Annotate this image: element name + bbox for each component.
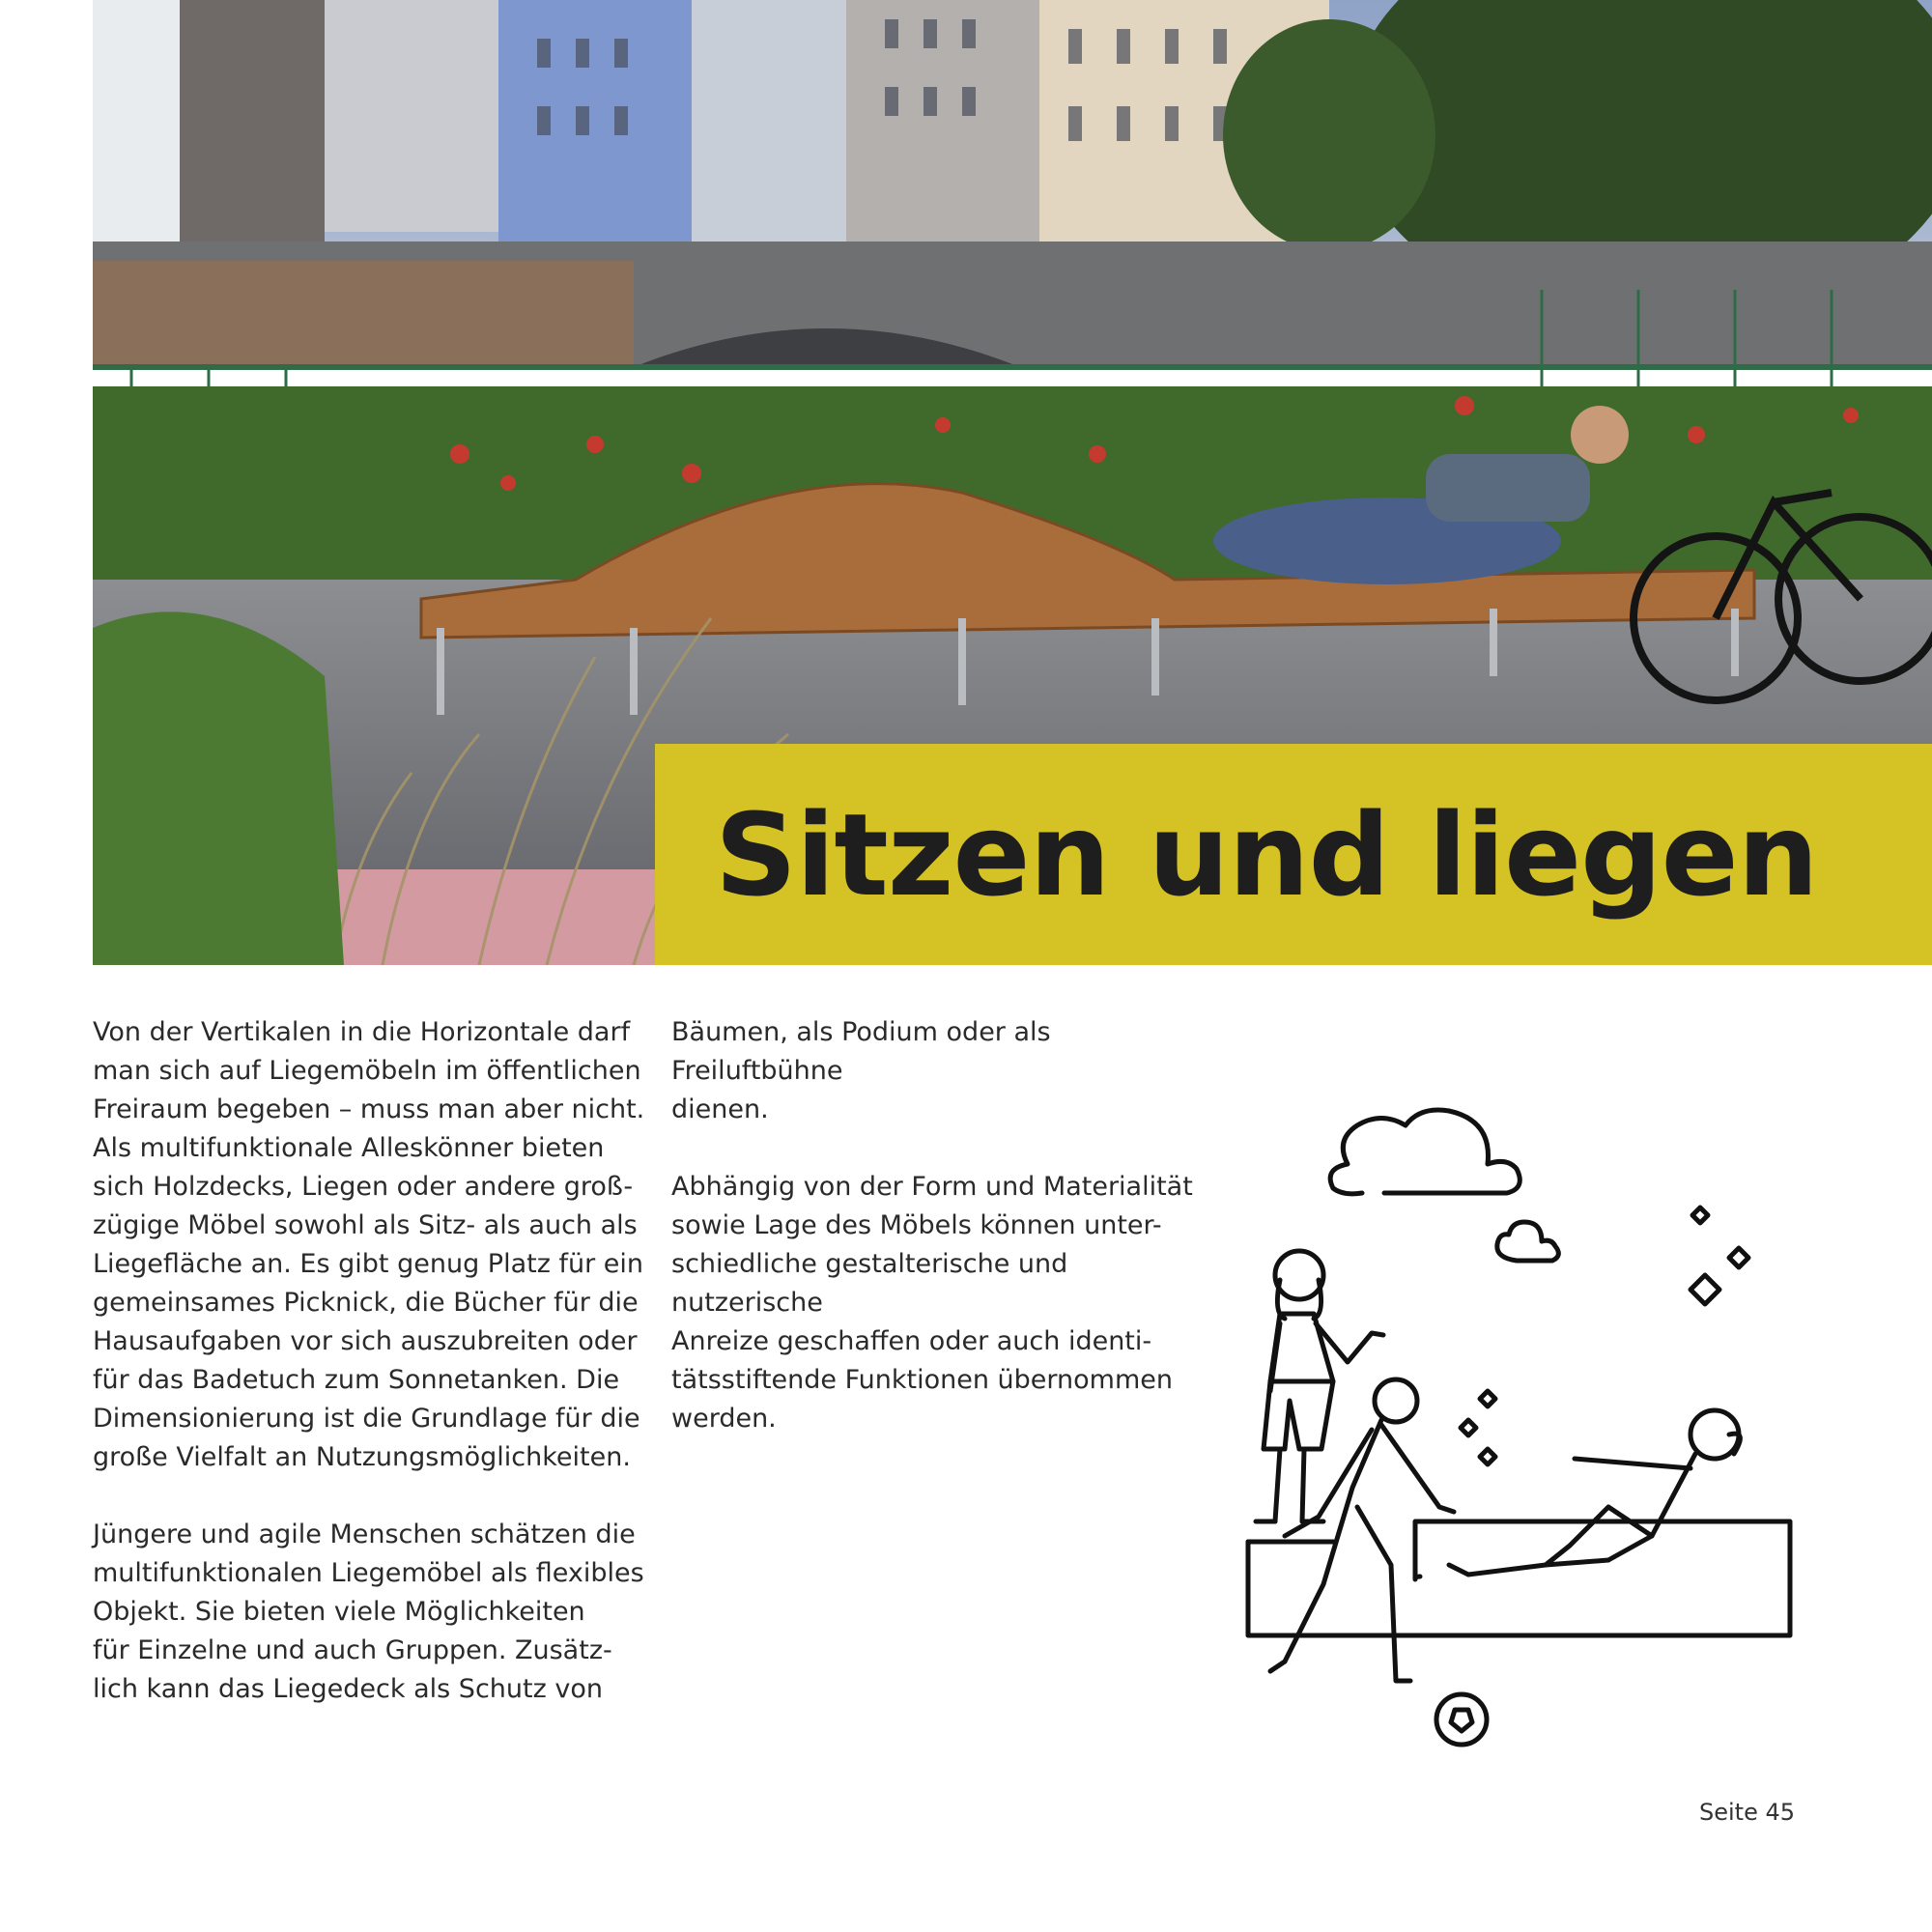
page-number: Seite 45: [1698, 1799, 1795, 1826]
cloud-icon: [1497, 1222, 1559, 1261]
text-column-right: [671, 1013, 1212, 1477]
paragraph: Bäumen, als Podium oder als Freiluftbühne dienen.: [671, 1017, 1051, 1124]
paragraph: Abhängig von der Form und Materialität sowie Lage des Möbels können unter- schiedliche gestalterische und nutzerische Anreize geschaffen oder auch identi- tätsstiftende Funktionen übernommen werden.: [671, 1172, 1193, 1434]
paragraph: Jüngere und agile Menschen schätzen die multifunktionalen Liegemöbel als flexibles Objekt. Sie bieten viele Möglichkeiten für Einzelne und auch Gruppen. Zusätz- lich kann das Liegedeck als Schutz von: [93, 1520, 644, 1704]
people-on-bench-illustration: [1227, 1082, 1845, 1758]
ball-icon: [1436, 1694, 1487, 1745]
text-column-left: [93, 1013, 672, 1747]
sparkle-icon: [1461, 1208, 1748, 1464]
cloud-icon: [1330, 1110, 1520, 1194]
page-title: Sitzen und liegen: [715, 788, 1818, 922]
paragraph: Von der Vertikalen in die Horizontale darf man sich auf Liegemöbeln im öffentlichen Freiraum begeben – muss man aber nicht. Als multifunktionale Alleskönner bieten sich Holzdecks, Liegen oder andere groß- zügige Möbel sowohl als Sitz- als auch als Liegefläche an. Es gibt genug Platz für ein gemeinsames Picknick, die Bücher für die Hausaufgaben vor sich auszubreiten oder für das Badetuch zum Sonnetanken. Die Dimensionierung ist die Grundlage für die große Vielfalt an Nutzungsmöglichkeiten.: [93, 1017, 645, 1472]
